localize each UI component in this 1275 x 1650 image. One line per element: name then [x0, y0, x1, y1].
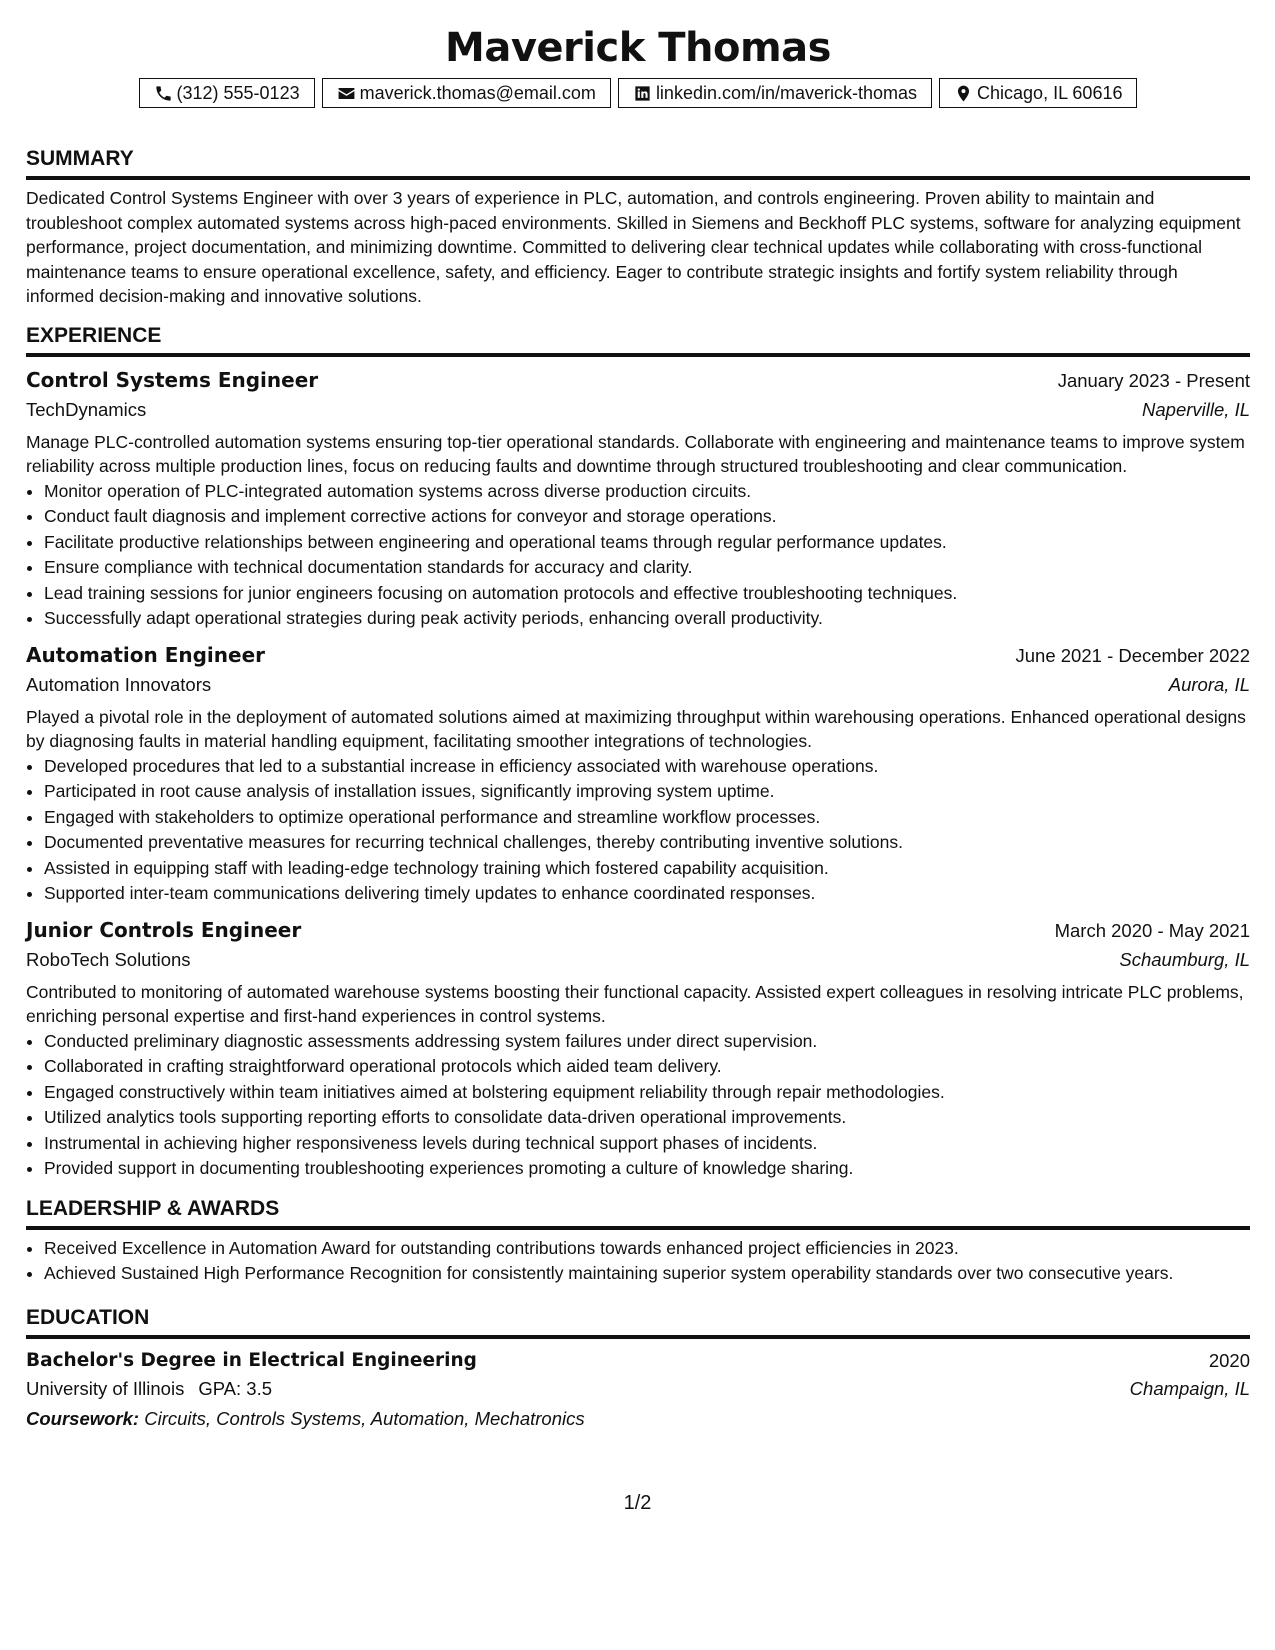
phone-icon [154, 84, 173, 103]
job-bullets [26, 479, 1250, 632]
job-bullets [26, 1029, 1250, 1182]
school-name: University of Illinois [26, 1377, 185, 1399]
location-text: Chicago, IL 60616 [977, 83, 1123, 103]
phone-chip[interactable] [139, 78, 315, 108]
email-chip[interactable] [322, 78, 611, 108]
phone-text: (312) 555-0123 [176, 83, 300, 103]
summary-text: Dedicated Control Systems Engineer with over 3 years of experience in PLC, automation, and controls engineering. Proven ability to maintain and troubleshoot complex automated systems across high-paced environments. Skilled in Siemens and Beckhoff PLC systems, software for analyzing equipment performance, project documentation, and minimizing downtime. Committed to delivering clear technical updates while collaborating with cross-functional maintenance teams to ensure operational excellence, safety, and efficiency. Eager to contribute strategic insights and fortify system reliability through informed decision-making and innovative solutions. [26, 188, 1241, 306]
job-entry [26, 365, 1250, 632]
job-bullet: • Developed procedures that led to a substantial increase in efficiency associated with warehouse operations. [44, 754, 1250, 780]
job-title: Control Systems Engineer [26, 367, 319, 392]
summary-heading: SUMMARY [26, 146, 1250, 180]
job-bullet: • Facilitate productive relationships between engineering and operational teams through regular performance updates. [44, 530, 1250, 556]
job-dates: March 2020 - May 2021 [1054, 919, 1250, 941]
linkedin-icon [633, 84, 652, 103]
job-bullet: • Collaborated in crafting straightforward operational protocols which aided team delivery. [44, 1054, 1250, 1080]
job-description: Manage PLC-controlled automation systems ensuring top-tier operational standards. Collaborate with engineering and maintenance teams to improve system reliability across multiple production lines, focus on reducing faults and downtime through structured troubleshooting and clear communication. [26, 431, 1245, 476]
graduation-year: 2020 [1208, 1349, 1250, 1371]
company-name: Automation Innovators [26, 673, 212, 695]
job-title: Automation Engineer [26, 642, 266, 667]
job-bullet: • Supported inter-team communications delivering timely updates to enhance coordinated responses. [44, 881, 1250, 907]
job-bullet: • Documented preventative measures for recurring technical challenges, thereby contributing inventive solutions. [44, 830, 1250, 856]
linkedin-text: linkedin.com/in/maverick-thomas [655, 83, 918, 103]
linkedin-chip[interactable] [618, 78, 932, 108]
email-text: maverick.thomas@email.com [359, 83, 596, 103]
job-bullet: • Provided support in documenting troubleshooting experiences promoting a culture of knowledge sharing. [44, 1156, 1250, 1182]
job-bullet: • Participated in root cause analysis of installation issues, significantly improving system uptime. [44, 779, 1250, 805]
job-bullet: • Ensure compliance with technical documentation standards for accuracy and clarity. [44, 555, 1250, 581]
job-bullet: • Assisted in equipping staff with leading-edge technology training which fostered capability acquisition. [44, 856, 1250, 882]
job-description: Played a pivotal role in the deployment of automated solutions aimed at maximizing throughput within warehousing operations. Enhanced operational designs by diagnosing faults in material handling equipment, facilitating smoother integrations of technologies. [26, 706, 1246, 751]
job-bullet: • Conducted preliminary diagnostic assessments addressing system failures under direct supervision. [44, 1029, 1250, 1055]
job-bullet: • Engaged with stakeholders to optimize operational performance and streamline workflow processes. [44, 805, 1250, 831]
job-bullet: • Lead training sessions for junior engineers focusing on automation protocols and effective troubleshooting techniques. [44, 581, 1250, 607]
coursework-text: Circuits, Controls Systems, Automation, Mechatronics [144, 1407, 585, 1429]
contact-bar [26, 78, 1250, 108]
coursework-label: Coursework: [26, 1407, 140, 1429]
education-heading: EDUCATION [26, 1305, 1250, 1339]
job-bullet: • Instrumental in achieving higher responsiveness levels during technical support phases of incidents. [44, 1131, 1250, 1157]
job-bullet: • Utilized analytics tools supporting reporting efforts to consolidate data-driven operational improvements. [44, 1105, 1250, 1131]
job-entry [26, 640, 1250, 907]
leadership-bullets [26, 1236, 1250, 1287]
company-name: RoboTech Solutions [26, 948, 191, 970]
company-name: TechDynamics [26, 398, 147, 420]
job-location: Aurora, IL [1168, 673, 1250, 695]
location-chip[interactable] [939, 78, 1137, 108]
resume-page [26, 0, 1250, 1435]
job-description: Contributed to monitoring of automated warehouse systems boosting their functional capacity. Assisted expert colleagues in resolving intricate PLC problems, enriching personal expertise and first-hand experiences in control systems. [26, 981, 1244, 1026]
award-bullet: • Achieved Sustained High Performance Recognition for consistently maintaining superior system operability standards over two consecutive years. [44, 1261, 1250, 1287]
gpa-value: GPA: 3.5 [198, 1377, 273, 1399]
job-location: Naperville, IL [1142, 398, 1250, 420]
job-location: Schaumburg, IL [1119, 948, 1250, 970]
job-bullets [26, 754, 1250, 907]
job-dates: June 2021 - December 2022 [1015, 644, 1250, 666]
experience-heading: EXPERIENCE [26, 323, 1250, 357]
job-entry [26, 915, 1250, 1182]
job-bullet: • Engaged constructively within team initiatives aimed at bolstering equipment reliability through repair methodologies. [44, 1080, 1250, 1106]
job-dates: January 2023 - Present [1057, 369, 1250, 391]
envelope-icon [337, 84, 356, 103]
award-bullet: • Received Excellence in Automation Award for outstanding contributions towards enhanced project efficiencies in 2023. [44, 1236, 1250, 1262]
job-title: Junior Controls Engineer [26, 917, 302, 942]
leadership-heading: LEADERSHIP & AWARDS [26, 1196, 1250, 1230]
degree-title: Bachelor's Degree in Electrical Engineering [26, 1349, 477, 1371]
map-pin-icon [954, 84, 973, 103]
education-entry [26, 1347, 1250, 1435]
job-bullet: • Conduct fault diagnosis and implement corrective actions for conveyor and storage operations. [44, 504, 1250, 530]
job-bullet: • Successfully adapt operational strategies during peak activity periods, enhancing overall productivity. [44, 606, 1250, 632]
school-location: Champaign, IL [1129, 1377, 1250, 1399]
job-bullet: • Monitor operation of PLC-integrated automation systems across diverse production circuits. [44, 479, 1250, 505]
page-number: 1/2 [623, 1492, 652, 1514]
coursework-line [26, 1403, 1250, 1435]
candidate-name: Maverick Thomas [445, 25, 831, 71]
